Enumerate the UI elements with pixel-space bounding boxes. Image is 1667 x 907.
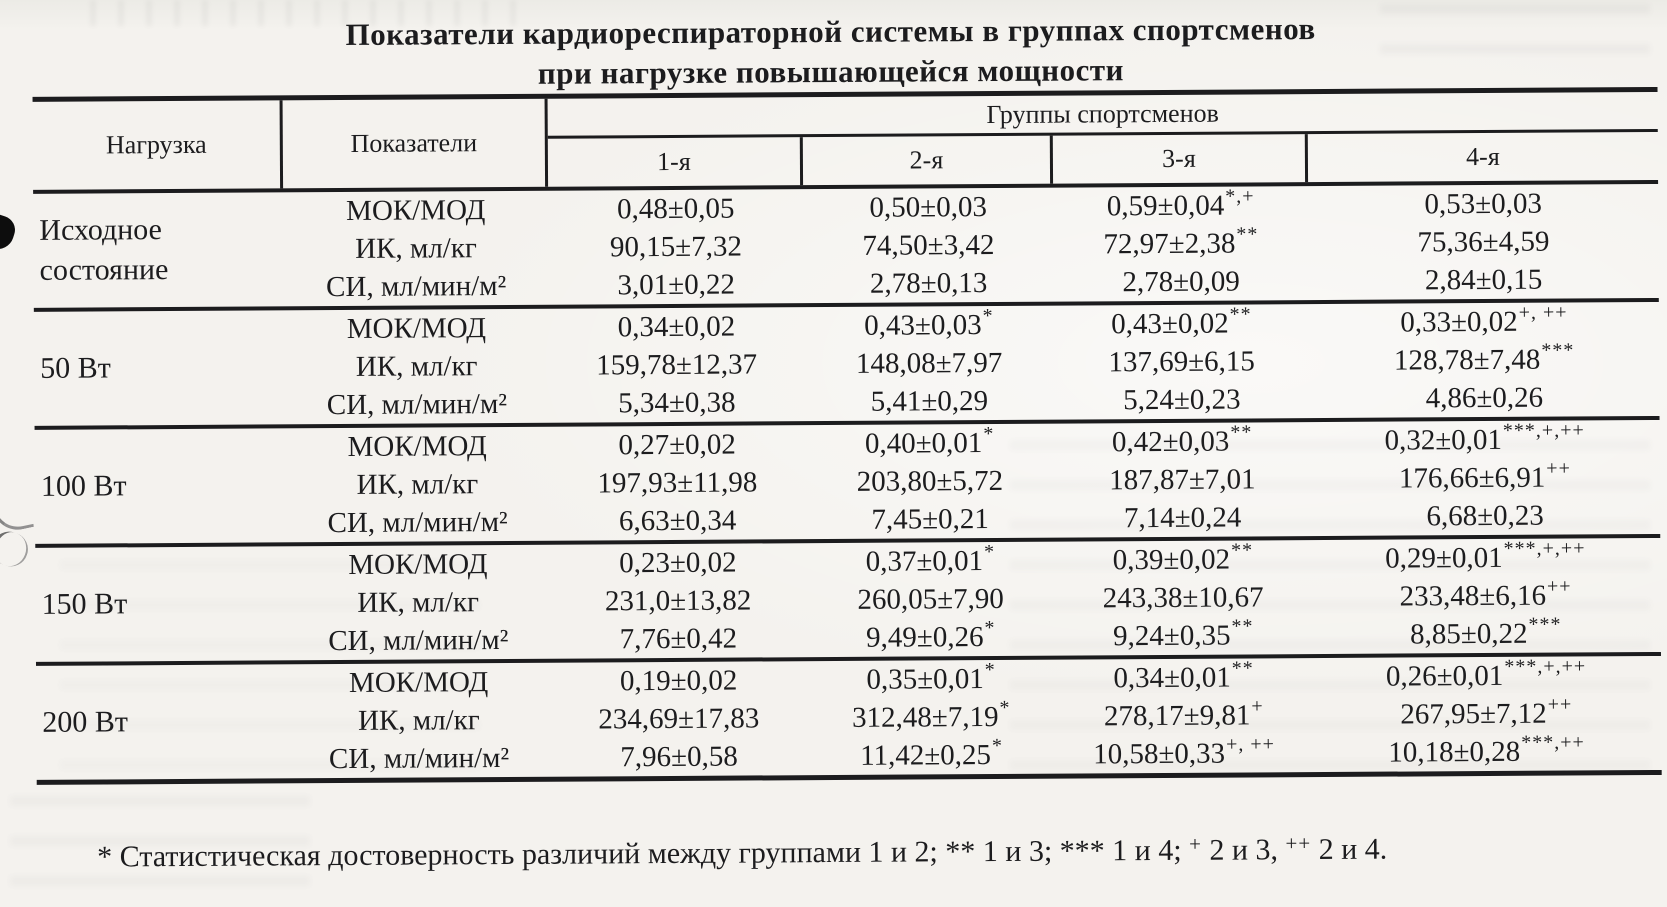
significance-footnote <box>97 831 1387 875</box>
table-title <box>0 7 1664 97</box>
value-cell <box>1056 658 1311 698</box>
measurement-value: 0,35±0,01 <box>866 663 984 696</box>
value-cell <box>806 698 1056 738</box>
header-load: Нагрузка <box>33 100 284 190</box>
measurement-value: 197,93±11,98 <box>597 466 758 500</box>
significance-marks: + <box>1251 695 1264 718</box>
measurement-value: 234,69±17,83 <box>598 702 760 736</box>
value-cell <box>1311 732 1661 772</box>
value-cell <box>805 500 1055 540</box>
measurement-value: 233,48±6,16 <box>1399 579 1547 613</box>
value-cell <box>551 699 806 739</box>
value-cell <box>1308 222 1658 262</box>
measurement-value: 0,40±0,01 <box>864 427 983 460</box>
footnote-text: 2 и 4. <box>1311 832 1388 867</box>
measurement-value: 6,68±0,23 <box>1426 499 1544 533</box>
measurement-value: 137,69±6,15 <box>1108 345 1255 379</box>
value-cell <box>805 424 1055 464</box>
measurement-value: 278,17±9,81 <box>1103 699 1251 733</box>
significance-marks: ***,+,++ <box>1504 655 1587 678</box>
value-cell <box>1310 576 1660 616</box>
significance-marks: ++ <box>1546 575 1572 598</box>
indicator-label: МОК/МОД <box>347 430 487 463</box>
value-cell <box>803 226 1053 266</box>
significance-marks: * <box>991 734 1004 758</box>
significance-marks: *** <box>1541 339 1575 362</box>
value-cell <box>1310 458 1660 498</box>
value-cell <box>549 265 804 305</box>
measurement-value: 5,24±0,23 <box>1123 383 1241 417</box>
value-cell <box>549 307 804 347</box>
measurement-value: 2,78±0,09 <box>1122 265 1240 299</box>
significance-marks: ** <box>1236 223 1259 246</box>
value-cell <box>1054 262 1309 302</box>
load-group-100w <box>35 420 1661 548</box>
value-cell <box>804 306 1054 346</box>
significance-marks: ++ <box>1547 693 1573 716</box>
value-cell <box>1309 302 1659 342</box>
measurement-value: 9,24±0,35 <box>1113 619 1231 653</box>
measurement-value: 0,33±0,02 <box>1400 305 1518 339</box>
measurement-value: 11,42±0,25 <box>860 739 992 772</box>
value-cell <box>1308 184 1658 224</box>
value-cell <box>1056 734 1311 774</box>
significance-marks: * <box>983 423 995 446</box>
value-cell <box>1309 260 1659 300</box>
significance-marks: *** <box>1528 613 1562 636</box>
indicator-label: МОК/МОД <box>346 194 486 227</box>
value-cell <box>551 581 806 621</box>
value-cell <box>551 661 806 701</box>
indicator-label: СИ, мл/мин/м² <box>327 505 508 540</box>
footnote-text: * Статистическая достоверность различий между группами 1 и 2; ** 1 и 3; *** 1 и 4; <box>97 833 1190 874</box>
measurement-value: 75,36±4,59 <box>1417 225 1550 259</box>
measurement-value: 0,42±0,03 <box>1111 425 1230 459</box>
significance-marks: ** <box>1230 539 1254 562</box>
measurement-value: 260,05±7,90 <box>857 582 1004 616</box>
measurement-value: 10,18±0,28 <box>1388 735 1521 769</box>
value-cell <box>551 619 806 659</box>
value-cell <box>805 542 1055 582</box>
significance-marks: * <box>984 659 996 682</box>
value-cell <box>804 382 1054 422</box>
measurement-value: 159,78±12,37 <box>596 348 758 382</box>
measurement-value: 148,08±7,97 <box>855 346 1003 380</box>
load-group-50w <box>34 302 1660 430</box>
value-cell <box>549 345 804 385</box>
measurement-value: 0,34±0,01 <box>1113 661 1231 695</box>
indicator-label: ИК, мл/кг <box>357 586 480 619</box>
value-cell <box>549 383 804 423</box>
measurement-value: 72,97±2,38 <box>1103 227 1236 261</box>
significance-marks: *,+ <box>1225 185 1255 208</box>
significance-marks: ***,+,++ <box>1503 537 1586 560</box>
measurement-value: 3,01±0,22 <box>617 268 735 302</box>
value-cell <box>1055 460 1310 500</box>
measurement-value: 0,50±0,03 <box>869 191 988 224</box>
load-label: Исходное состояние <box>39 213 169 287</box>
value-cell <box>1055 498 1310 538</box>
measurement-value: 2,78±0,13 <box>869 267 988 300</box>
header-indicators: Показатели <box>283 99 549 189</box>
measurement-value: 7,45±0,21 <box>871 503 989 536</box>
value-cell <box>804 264 1054 304</box>
measurement-value: 267,95±7,12 <box>1400 697 1547 731</box>
indicator-label: ИК, мл/кг <box>355 350 478 383</box>
indicator-label: МОК/МОД <box>348 666 489 699</box>
value-cell <box>1053 224 1308 264</box>
value-cell <box>806 736 1056 776</box>
load-group-200w <box>36 656 1662 785</box>
measurement-value: 0,39±0,02 <box>1112 543 1231 577</box>
value-cell <box>806 618 1056 658</box>
value-cell <box>805 462 1055 502</box>
load-label: 100 Вт <box>40 469 127 503</box>
measurement-value: 0,27±0,02 <box>618 428 736 462</box>
value-cell <box>1054 342 1309 382</box>
table-title-line2: при нагрузке повышающейся мощности <box>537 52 1125 91</box>
measurement-value: 176,66±6,91 <box>1398 461 1546 495</box>
measurement-value: 187,87±7,01 <box>1109 463 1256 497</box>
load-group-initial <box>33 184 1659 312</box>
indicator-label: СИ, мл/мин/м² <box>326 387 508 422</box>
value-cell <box>806 660 1056 700</box>
load-label: 200 Вт <box>42 705 129 739</box>
header-group-3: 3-я <box>1053 134 1308 184</box>
measurement-value: 0,37±0,01 <box>865 545 984 578</box>
footnote-double-plus-mark: ++ <box>1285 831 1312 856</box>
significance-marks: * <box>982 305 994 328</box>
measurement-value: 9,49±0,26 <box>866 621 984 654</box>
measurement-value: 4,86±0,26 <box>1425 381 1544 415</box>
measurement-value: 7,96±0,58 <box>620 740 738 774</box>
value-cell <box>1055 578 1310 618</box>
load-group-150w <box>35 538 1661 666</box>
footnote-plus-mark: + <box>1188 831 1202 856</box>
header-groups: Группы спортсменов <box>548 92 1658 139</box>
table-title-line1: Показатели кардиореспираторной системы в группах спортсменов <box>345 11 1316 52</box>
value-cell <box>1053 186 1308 226</box>
indicator-label: МОК/МОД <box>346 312 487 345</box>
value-cell <box>1054 304 1309 344</box>
measurement-value: 0,43±0,02 <box>1111 307 1229 341</box>
measurement-value: 0,19±0,02 <box>619 664 738 698</box>
value-cell <box>1055 540 1310 580</box>
value-cell <box>1056 616 1311 656</box>
significance-marks: * <box>984 617 996 640</box>
measurement-value: 6,63±0,34 <box>618 504 737 538</box>
indicator-label: СИ, мл/мин/м² <box>326 269 507 304</box>
indicator-label: СИ, мл/мин/м² <box>328 623 509 658</box>
significance-marks: +, ++ <box>1518 301 1568 324</box>
measurement-value: 2,84±0,15 <box>1424 263 1543 297</box>
value-cell <box>806 580 1056 620</box>
significance-marks: * <box>983 541 996 564</box>
value-cell <box>1309 340 1659 380</box>
significance-marks: ** <box>1229 303 1252 326</box>
measurement-value: 90,15±7,32 <box>609 230 743 264</box>
measurement-value: 74,50±3,42 <box>862 229 995 262</box>
header-group-1: 1-я <box>548 137 803 187</box>
measurement-value: 231,0±13,82 <box>604 584 752 618</box>
table-header <box>33 87 1659 194</box>
value-cell <box>550 463 805 503</box>
significance-marks: ***,+,++ <box>1502 419 1585 442</box>
significance-marks: ** <box>1230 421 1253 444</box>
measurement-value: 243,38±10,67 <box>1102 581 1264 615</box>
significance-marks: ++ <box>1546 457 1571 480</box>
measurement-value: 203,80±5,72 <box>856 464 1004 498</box>
measurement-value: 5,41±0,29 <box>870 385 989 418</box>
load-label: 150 Вт <box>41 587 128 621</box>
value-cell <box>548 189 803 229</box>
value-cell <box>1311 656 1661 696</box>
measurement-value: 0,59±0,04 <box>1106 189 1225 223</box>
significance-marks: ** <box>1231 615 1254 638</box>
indicator-label: ИК, мл/кг <box>355 232 477 265</box>
indicator-label: ИК, мл/кг <box>356 468 479 501</box>
measurement-value: 128,78±7,48 <box>1393 343 1541 377</box>
value-cell <box>1311 614 1661 654</box>
value-cell <box>1054 380 1309 420</box>
significance-marks: +, ++ <box>1225 733 1275 756</box>
measurement-value: 0,32±0,01 <box>1384 423 1503 457</box>
indicator-label: ИК, мл/кг <box>357 704 480 737</box>
value-cell <box>1310 538 1660 578</box>
header-group-2: 2-я <box>803 136 1053 186</box>
measurement-value: 0,23±0,02 <box>619 546 737 580</box>
value-cell <box>1310 496 1660 536</box>
value-cell <box>550 543 805 583</box>
value-cell <box>1055 422 1310 462</box>
measurement-value: 10,58±0,33 <box>1093 737 1226 771</box>
load-label: 50 Вт <box>40 351 111 385</box>
value-cell <box>1309 378 1659 418</box>
value-cell <box>1310 420 1660 460</box>
measurement-value: 312,48±7,19 <box>852 700 999 734</box>
value-cell <box>804 344 1054 384</box>
value-cell <box>551 737 806 777</box>
data-table <box>33 87 1662 785</box>
significance-marks: ** <box>1231 657 1254 680</box>
header-group-4: 4-я <box>1466 141 1500 172</box>
measurement-value: 0,48±0,05 <box>616 192 735 226</box>
measurement-value: 0,29±0,01 <box>1385 541 1503 575</box>
indicator-label: МОК/МОД <box>348 548 488 581</box>
value-cell <box>548 227 803 267</box>
measurement-value: 0,43±0,03 <box>864 309 982 342</box>
measurement-value: 7,76±0,42 <box>619 622 738 656</box>
value-cell <box>550 501 805 541</box>
measurement-value: 0,26±0,01 <box>1385 659 1504 693</box>
measurement-value: 0,53±0,03 <box>1424 187 1543 221</box>
measurement-value: 8,85±0,22 <box>1410 617 1528 651</box>
value-cell <box>803 188 1053 228</box>
value-cell <box>550 425 805 465</box>
measurement-value: 7,14±0,24 <box>1123 501 1242 535</box>
significance-marks: ***,++ <box>1521 731 1585 754</box>
indicator-label: СИ, мл/мин/м² <box>328 741 510 776</box>
significance-marks: * <box>999 696 1011 719</box>
measurement-value: 5,34±0,38 <box>618 386 736 420</box>
footnote-text: 2 и 3, <box>1201 833 1286 867</box>
value-cell <box>1311 694 1661 734</box>
measurement-value: 0,34±0,02 <box>617 310 736 344</box>
